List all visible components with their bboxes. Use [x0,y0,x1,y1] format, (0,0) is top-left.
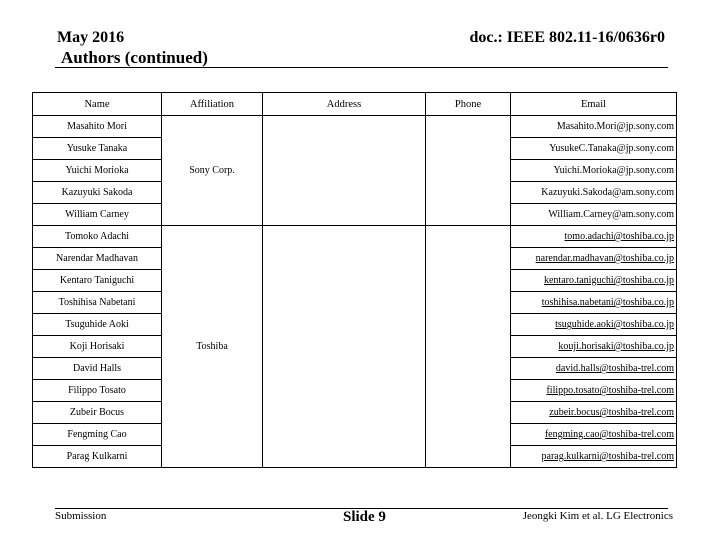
author-email-cell [511,226,677,248]
author-name: David Halls [33,358,162,380]
table-header-row [33,93,677,116]
author-name: Filippo Tosato [33,380,162,402]
author-name: Toshihisa Nabetani [33,292,162,314]
author-email: Yuichi.Morioka@jp.sony.com [553,165,674,176]
author-affiliation: Sony Corp. [162,116,263,226]
footer-author: Jeongki Kim et al. LG Electronics [522,510,673,522]
author-email-cell [511,182,677,204]
author-name: Kentaro Taniguchi [33,270,162,292]
column-header-address: Address [263,93,426,116]
author-email-link[interactable]: tomo.adachi@toshiba.co.jp [564,231,674,242]
author-name: William Carney [33,204,162,226]
author-email-cell [511,402,677,424]
header-date: May 2016 [57,29,125,46]
author-name: Narendar Madhavan [33,248,162,270]
author-name: Masahito Mori [33,116,162,138]
column-header-email: Email [511,93,677,116]
author-affiliation: Toshiba [162,226,263,468]
author-email-cell [511,314,677,336]
author-email-link[interactable]: kentaro.taniguchi@toshiba.co.jp [543,275,674,286]
author-name: Tsuguhide Aoki [33,314,162,336]
author-email-link[interactable]: kouji.horisaki@toshiba.co.jp [558,341,674,352]
author-name: Zubeir Bocus [33,402,162,424]
author-name: Fengming Cao [33,424,162,446]
author-email-cell [511,116,677,138]
slide-title: Authors (continued) [61,48,208,67]
column-header-affiliation: Affiliation [162,93,263,116]
column-header-name: Name [33,93,162,116]
author-phone [426,226,511,468]
footer-submission: Submission [55,510,107,522]
header-rule [55,67,668,68]
table-row [33,116,677,138]
author-name: Yusuke Tanaka [33,138,162,160]
author-email-link[interactable]: filippo.tosato@toshiba-trel.com [546,385,674,396]
author-email-link[interactable]: parag.kulkarni@toshiba-trel.com [541,451,674,462]
author-email: Masahito.Mori@jp.sony.com [556,121,674,132]
header-doc-id: doc.: IEEE 802.11-16/0636r0 [469,29,665,46]
author-email-cell [511,292,677,314]
author-email-cell [511,336,677,358]
author-email: Kazuyuki.Sakoda@am.sony.com [541,187,674,198]
authors-table [32,92,677,468]
author-email-link[interactable]: narendar.madhavan@toshiba.co.jp [535,253,674,264]
author-name: Koji Horisaki [33,336,162,358]
author-name: Kazuyuki Sakoda [33,182,162,204]
author-email-link[interactable]: tsuguhide.aoki@toshiba.co.jp [555,319,674,330]
author-email-link[interactable]: zubeir.bocus@toshiba-trel.com [549,407,674,418]
author-email-link[interactable]: fengming.cao@toshiba-trel.com [544,429,674,440]
author-name: Tomoko Adachi [33,226,162,248]
author-email-cell [511,424,677,446]
author-email-cell [511,248,677,270]
author-name: Parag Kulkarni [33,446,162,468]
table-row [33,226,677,248]
column-header-phone: Phone [426,93,511,116]
author-email-cell [511,446,677,468]
author-name: Yuichi Morioka [33,160,162,182]
authors-table-body [33,116,677,468]
author-email-cell [511,380,677,402]
author-email-cell [511,160,677,182]
author-email-cell [511,270,677,292]
author-email: YusukeC.Tanaka@jp.sony.com [549,143,674,154]
author-email-link[interactable]: david.halls@toshiba-trel.com [555,363,674,374]
author-address [263,226,426,468]
footer-slide-number: Slide 9 [343,509,386,525]
author-email-link[interactable]: toshihisa.nabetani@toshiba.co.jp [541,297,674,308]
author-phone [426,116,511,226]
author-email: William.Carney@am.sony.com [548,209,674,220]
author-email-cell [511,204,677,226]
author-email-cell [511,358,677,380]
author-address [263,116,426,226]
author-email-cell [511,138,677,160]
